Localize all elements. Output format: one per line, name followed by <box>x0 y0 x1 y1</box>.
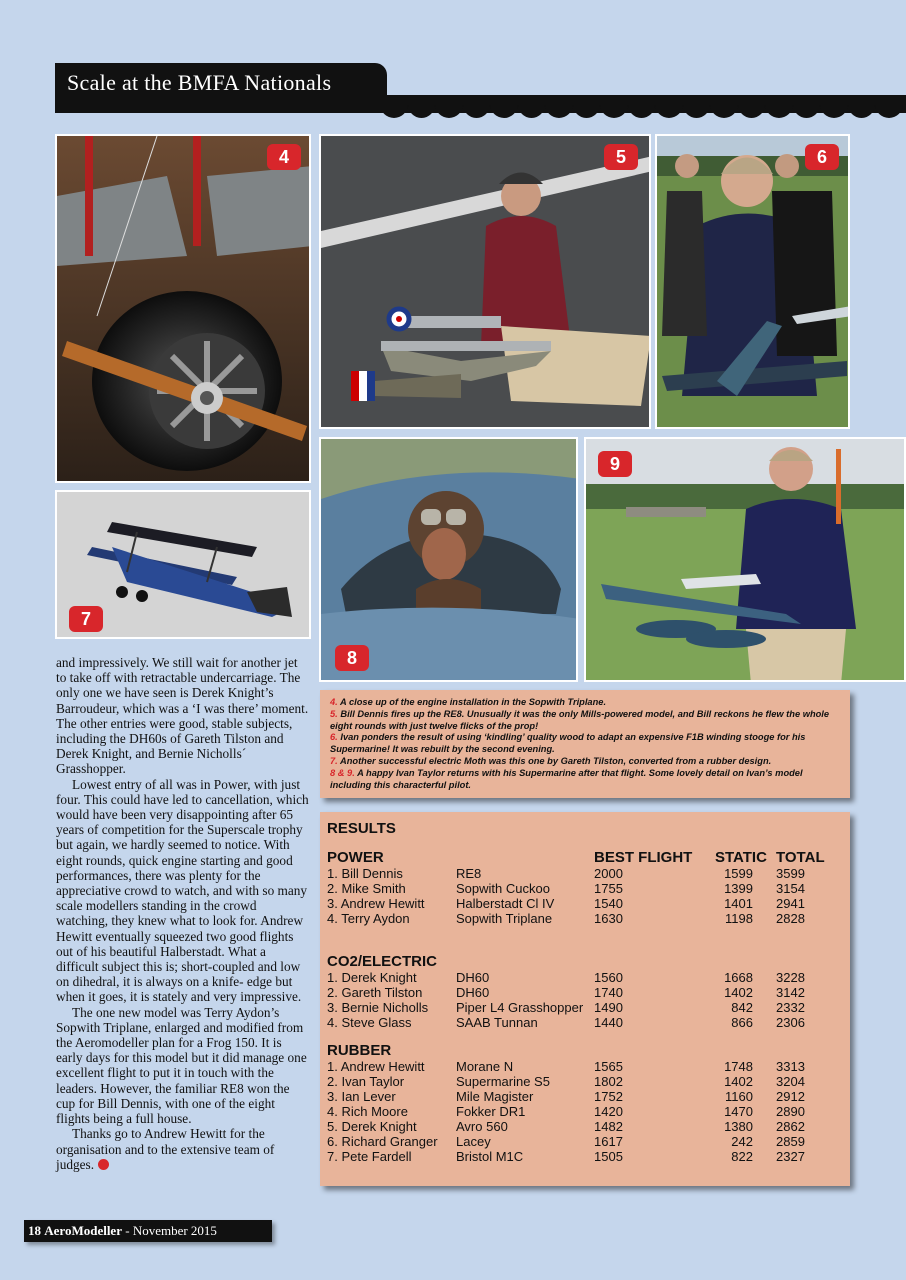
cell-best: 1740 <box>594 985 623 1000</box>
cell-model: Fokker DR1 <box>456 1104 526 1119</box>
section-heading-rubber: RUBBER <box>327 1042 392 1059</box>
article-paragraph: Lowest entry of all was in Power, with just four. This could have led to cancellation, which would have been very disappointing after 65 years of competition for the Superscale trophy but again, we hardly seemed to notice. With eight rounds, quick engine starting and good performances, there was plenty for the appreciative crowd to watch, and with so many scale modellers standing in the crowd watching, they knew what to look for. Andrew Hewitt eventually squeezed two good flights out of his beautiful Halberstadt. What a difficult subject this is; short-coupled and low on dihedral, it is always on a knife- edge but when it goes, it is stately and very impressive. <box>56 776 309 1005</box>
cell-static: 1402 <box>724 985 753 1000</box>
article-paragraph-last <box>56 1126 311 1172</box>
photo-ivan-supermarine <box>584 437 906 682</box>
cell-name: 2. Gareth Tilston <box>327 985 423 1000</box>
cell-total: 2327 <box>776 1149 805 1164</box>
photo-engine-closeup <box>55 134 311 483</box>
photo-pilot-figure <box>319 437 578 682</box>
cell-name: 6. Richard Granger <box>327 1134 438 1149</box>
cell-total: 3204 <box>776 1074 805 1089</box>
cell-total: 3313 <box>776 1059 805 1074</box>
cell-total: 3142 <box>776 985 805 1000</box>
cell-best: 1540 <box>594 896 623 911</box>
cell-name: 2. Mike Smith <box>327 881 406 896</box>
table-row <box>327 1074 837 1089</box>
cell-name: 7. Pete Fardell <box>327 1149 412 1164</box>
table-row <box>327 896 837 911</box>
cell-best: 1490 <box>594 1000 623 1015</box>
cell-total: 3599 <box>776 866 805 881</box>
cell-name: 3. Andrew Hewitt <box>327 896 425 911</box>
caption-number: 4. <box>330 697 338 707</box>
cell-total: 2859 <box>776 1134 805 1149</box>
results-table <box>320 812 850 1186</box>
photo-dh60-moth <box>55 490 311 639</box>
cell-best: 1440 <box>594 1015 623 1030</box>
article-paragraph-text: Thanks go to Andrew Hewitt for the organisation and to the extensive team of judges. <box>56 1126 275 1172</box>
cell-name: 1. Andrew Hewitt <box>327 1059 425 1074</box>
cell-best: 1752 <box>594 1089 623 1104</box>
cell-best: 1482 <box>594 1119 623 1134</box>
caption-number: 6. <box>330 732 338 743</box>
article-paragraph: The one new model was Terry Aydon’s Sopwith Triplane, enlarged and modified from the Aeromodeller plan for a Frog 150. It is early days for this model but it did manage one excellent flight to put it in touch with the leaders. However, the familiar RE8 won the cup for Bill Dennis, with one of the eight flights being a full house. <box>56 1004 307 1127</box>
cell-model: Lacey <box>456 1134 491 1149</box>
cell-name: 3. Bernie Nicholls <box>327 1000 429 1015</box>
table-row <box>327 866 837 881</box>
cell-model: Sopwith Triplane <box>456 911 553 926</box>
cell-total: 2912 <box>776 1089 805 1104</box>
cell-name: 4. Steve Glass <box>327 1015 412 1030</box>
cell-static: 242 <box>731 1134 753 1149</box>
table-row <box>327 1000 837 1015</box>
bill-dennis-illustration <box>321 136 651 429</box>
table-row <box>327 1134 837 1149</box>
caption-item <box>330 768 840 792</box>
cell-model: Mile Magister <box>456 1089 534 1104</box>
section-heading-power: POWER <box>327 849 384 866</box>
table-row <box>327 1015 837 1030</box>
photo-badge-5: 5 <box>604 144 638 170</box>
cell-model: Supermarine S5 <box>456 1074 550 1089</box>
cell-best: 1565 <box>594 1059 623 1074</box>
cell-best: 2000 <box>594 866 623 881</box>
cell-total: 3154 <box>776 881 805 896</box>
cell-name: 5. Derek Knight <box>327 1119 417 1134</box>
table-row <box>327 1104 837 1119</box>
cell-static: 1401 <box>724 896 753 911</box>
cell-best: 1420 <box>594 1104 623 1119</box>
cell-static: 1198 <box>725 911 753 926</box>
cell-static: 1160 <box>725 1089 753 1104</box>
cell-total: 2941 <box>776 896 805 911</box>
header-scallops <box>380 104 906 118</box>
cell-name: 1. Derek Knight <box>327 970 417 985</box>
cell-model: Avro 560 <box>456 1119 508 1134</box>
cell-model: RE8 <box>456 866 482 881</box>
cell-total: 2862 <box>776 1119 805 1134</box>
table-row <box>327 1119 837 1134</box>
cell-static: 866 <box>731 1015 753 1030</box>
engine-illustration <box>57 136 311 483</box>
caption-item <box>330 732 840 756</box>
section-heading-co2-electric: CO2/ELECTRIC <box>327 953 438 970</box>
table-row <box>327 970 837 985</box>
caption-text: Ivan ponders the result of using ‘kindling’ quality wood to adapt an expensive F1B winding stooge for his Supermarine! It was rebuilt by the second evening. <box>330 732 806 755</box>
photo-captions <box>320 690 850 798</box>
cell-model: Bristol M1C <box>456 1149 524 1164</box>
cell-name: 4. Terry Aydon <box>327 911 410 926</box>
cell-static: 1399 <box>724 881 753 896</box>
supermarine-illustration <box>586 439 906 682</box>
table-row <box>327 985 837 1000</box>
photo-ivan-ponders <box>655 134 850 429</box>
cell-total: 2306 <box>776 1015 805 1030</box>
magazine-name: AeroModeller <box>44 1223 122 1238</box>
table-row <box>327 1059 837 1074</box>
cell-model: DH60 <box>456 985 490 1000</box>
table-row <box>327 1149 837 1164</box>
caption-text: A happy Ivan Taylor returns with his Supermarine after that flight. Some lovely detail on Ivan’s model including this characterful pilot. <box>330 767 803 790</box>
caption-item <box>330 709 840 733</box>
cell-model: Morane N <box>456 1059 514 1074</box>
cell-best: 1630 <box>594 911 623 926</box>
caption-item <box>330 697 840 709</box>
col-header-best-flight: BEST FLIGHT <box>594 849 693 866</box>
cell-best: 1505 <box>594 1149 623 1164</box>
cell-total: 3228 <box>776 970 805 985</box>
results-title: RESULTS <box>327 820 396 837</box>
article-body <box>56 655 311 1172</box>
caption-number: 7. <box>330 755 338 766</box>
caption-number: 5. <box>330 708 338 719</box>
cell-model: Halberstadt Cl IV <box>456 896 555 911</box>
cell-name: 4. Rich Moore <box>327 1104 408 1119</box>
caption-text: A close up of the engine installation in the Sopwith Triplane. <box>340 697 607 707</box>
cell-model: Sopwith Cuckoo <box>456 881 550 896</box>
article-paragraph: and impressively. We still wait for another jet to take off with retractable undercarriage. The only one we have seen is Derek Knight’s Barroudeur, which was a ‘I was there’ moment. The other entries were good, stable subjects, including the DH60s of Gareth Tilston and Derek Knight, and Bernie Nicholls´ Grasshopper. <box>56 655 309 777</box>
cell-total: 2332 <box>776 1000 805 1015</box>
caption-number: 8 & 9. <box>330 767 355 778</box>
cell-static: 1402 <box>724 1074 753 1089</box>
table-row <box>327 911 837 926</box>
cell-static: 1599 <box>724 866 753 881</box>
cell-static: 1748 <box>724 1059 753 1074</box>
col-header-total: TOTAL <box>776 849 825 866</box>
cell-static: 822 <box>731 1149 753 1164</box>
cell-static: 1470 <box>724 1104 753 1119</box>
cell-best: 1560 <box>594 970 623 985</box>
table-row <box>327 881 837 896</box>
cell-total: 2890 <box>776 1104 805 1119</box>
photo-badge-4: 4 <box>267 144 301 170</box>
cell-best: 1802 <box>594 1074 623 1089</box>
photo-badge-9: 9 <box>598 451 632 477</box>
cell-name: 1. Bill Dennis <box>327 866 403 881</box>
photo-badge-7: 7 <box>69 606 103 632</box>
cell-static: 1668 <box>724 970 753 985</box>
cell-static: 842 <box>731 1000 753 1015</box>
caption-text: Bill Dennis fires up the RE8. Unusually it was the only Mills-powered model, and Bill reckons he flew the whole eight rounds with just twelve flicks of the prop! <box>330 708 830 731</box>
table-row <box>327 1089 837 1104</box>
photo-badge-6: 6 <box>805 144 839 170</box>
page-number: 18 <box>28 1223 41 1238</box>
cell-total: 2828 <box>776 911 805 926</box>
cell-model: Piper L4 Grasshopper <box>456 1000 584 1015</box>
caption-item <box>330 756 840 768</box>
caption-text: Another successful electric Moth was this one by Gareth Tilston, converted from a rubber design. <box>340 755 772 766</box>
photo-bill-dennis <box>319 134 651 429</box>
cell-best: 1755 <box>594 881 623 896</box>
cell-model: DH60 <box>456 970 490 985</box>
issue-date: - November 2015 <box>125 1223 217 1238</box>
col-header-static: STATIC <box>715 849 767 866</box>
photo-badge-8: 8 <box>335 645 369 671</box>
page-footer <box>24 1220 272 1242</box>
cell-model: SAAB Tunnan <box>456 1015 538 1030</box>
cell-best: 1617 <box>594 1134 623 1149</box>
cell-name: 3. Ian Lever <box>327 1089 396 1104</box>
cell-name: 2. Ivan Taylor <box>327 1074 405 1089</box>
cell-static: 1380 <box>724 1119 753 1134</box>
page-title: Scale at the BMFA Nationals <box>67 70 332 95</box>
ivan-ponders-illustration <box>657 136 850 429</box>
end-mark-icon <box>98 1159 109 1170</box>
